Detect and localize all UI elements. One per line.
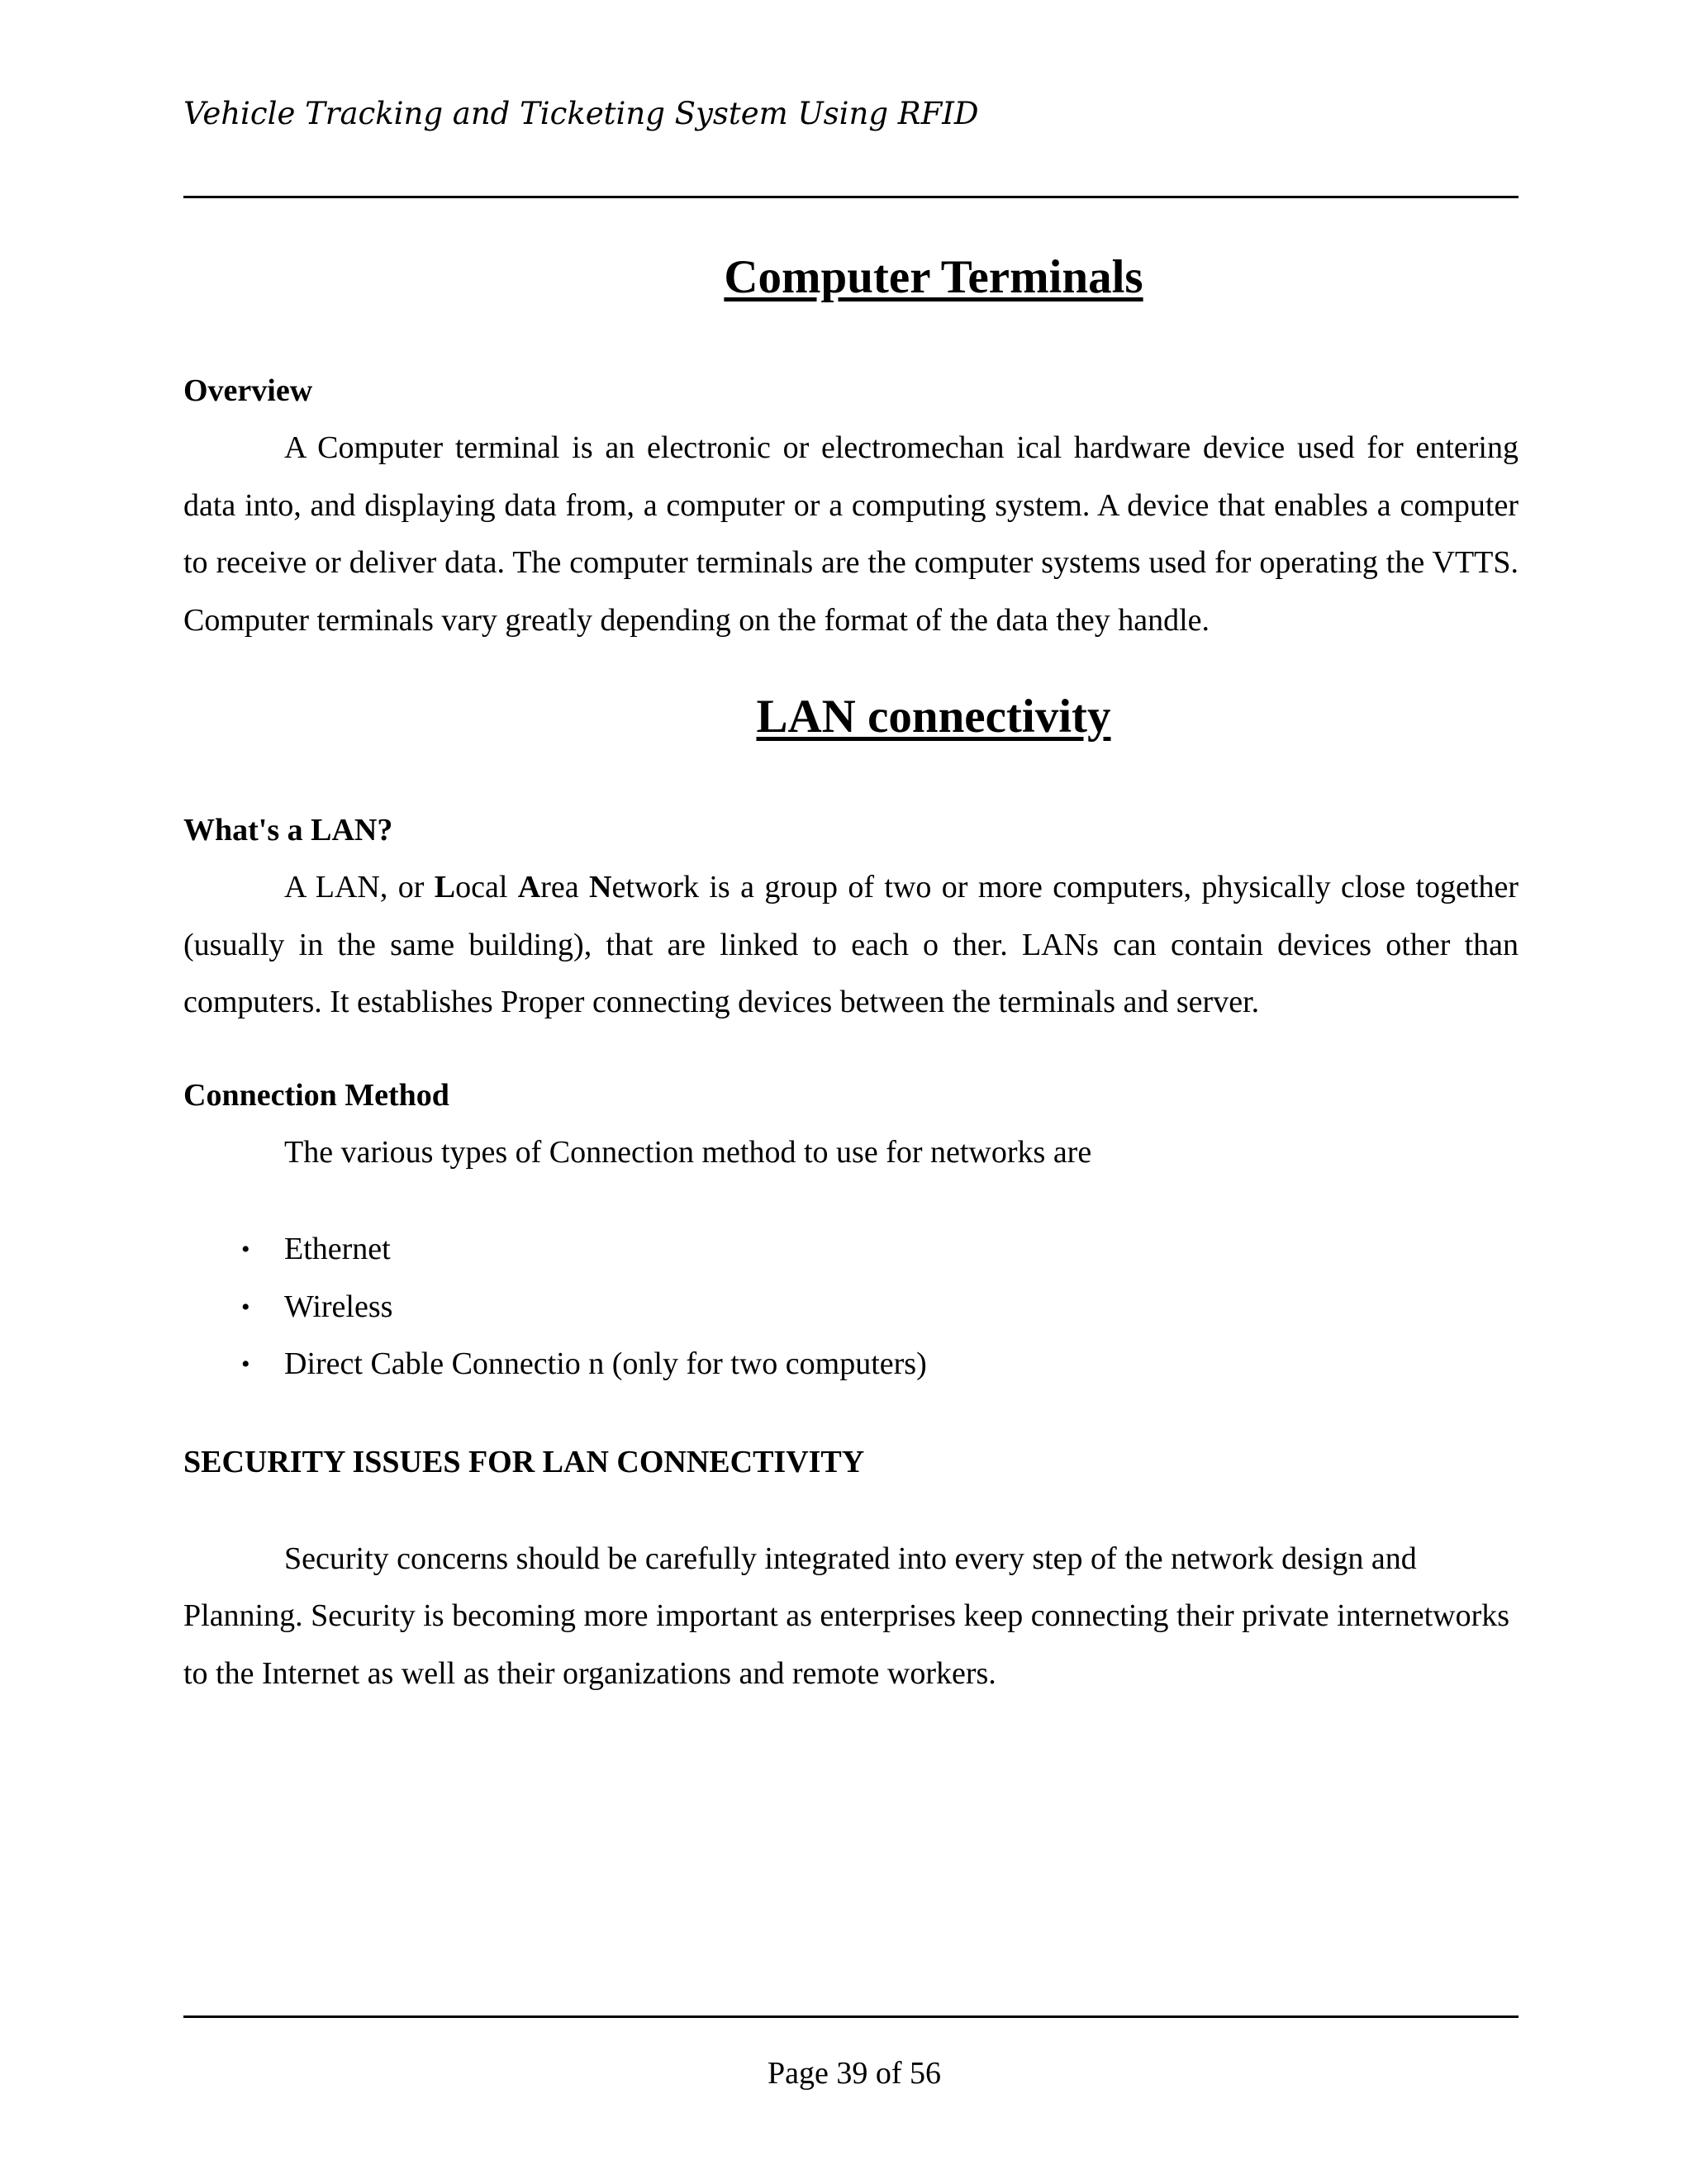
list-item: • Wireless <box>183 1279 1519 1337</box>
overview-heading: Overview <box>183 373 313 408</box>
bullet: • <box>241 1236 250 1263</box>
page-number: Page 39 of 56 <box>767 2056 942 2091</box>
whats-lan-heading: What's a LAN? <box>183 813 393 847</box>
footer-rule <box>183 2015 1519 2018</box>
connection-method-list <box>183 1221 1519 1393</box>
list-item: • Ethernet <box>183 1221 1519 1279</box>
running-header: Vehicle Tracking and Ticketing System Using RFID <box>183 96 979 131</box>
connection-method-heading: Connection Method <box>183 1077 449 1113</box>
bullet: • <box>241 1351 250 1378</box>
section-title-lan-connectivity: LAN connectivity <box>756 691 1111 743</box>
section-title-computer-terminals: Computer Terminals <box>724 251 1143 303</box>
connection-method-intro: The various types of Connection method to use for networks are <box>284 1134 1092 1170</box>
security-paragraph: Security concerns should be carefully integrated into every step of the network design and Planning. Security is becoming more important as enterprises keep connecting their private internetworks to the Internet as well as their organizations and remote workers. <box>183 1541 1510 1691</box>
security-heading: SECURITY ISSUES FOR LAN CONNECTIVITY <box>183 1444 865 1479</box>
header-rule <box>183 196 1519 198</box>
page-content <box>183 248 1519 1702</box>
list-item: • Direct Cable Connectio n (only for two computers) <box>183 1336 1519 1393</box>
overview-paragraph: A Computer terminal is an electronic or electromechan ical hardware device used for entering data into, and displaying data from, a computer or a computing system. A device that enables a computer to receive or deliver data. The computer terminals are the computer systems used for operating the VTTS. Computer terminals vary greatly depending on the format of the data they handle. <box>183 430 1519 638</box>
whats-lan-paragraph: A LAN, or Local Area Network is a group of two or more computers, physically close together (usually in the same building), that are linked to each o ther. LANs can contain devices other than computers. It establishes Proper connecting devices between the terminals and server. <box>183 870 1519 1019</box>
bullet: • <box>241 1293 250 1321</box>
